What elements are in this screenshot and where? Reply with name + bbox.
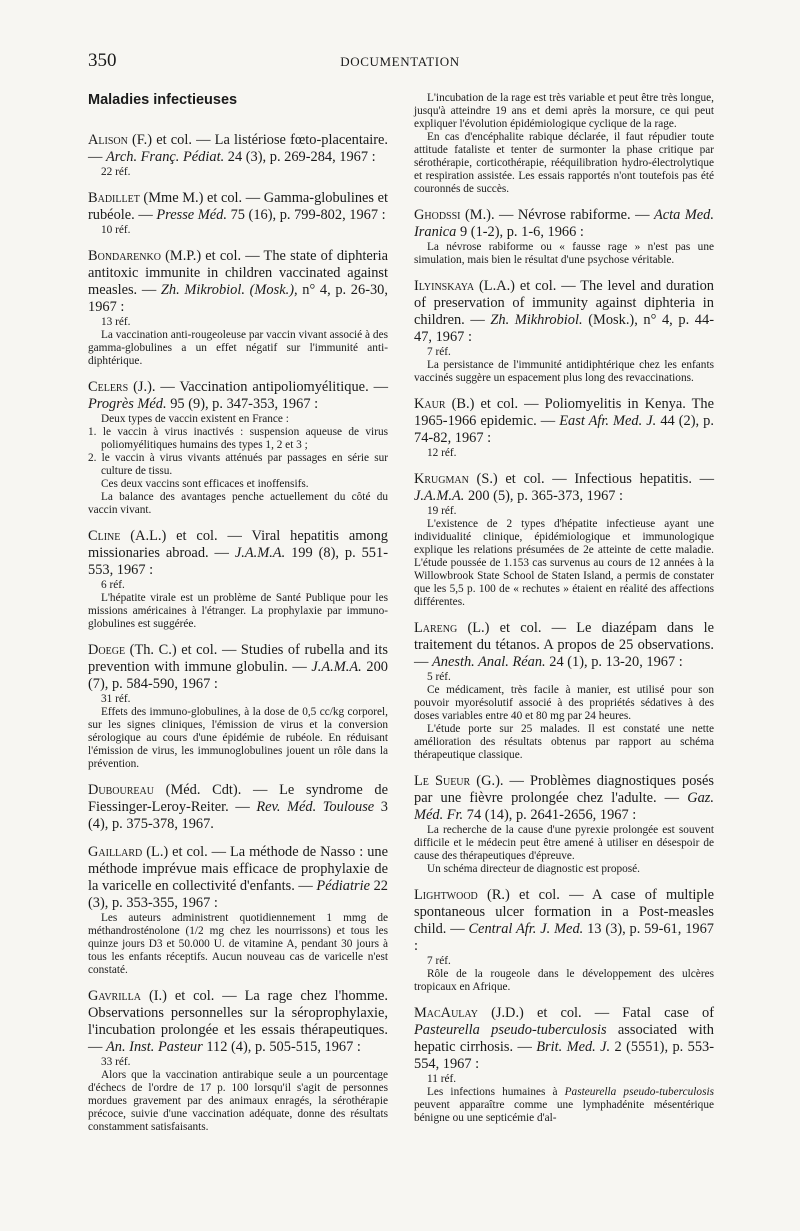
- entry-author: Le Sueur: [414, 773, 471, 789]
- entry-refs: 12 réf.: [427, 447, 457, 459]
- entry-abstract: La névrose rabiforme ou « fausse rage » n'est pas une simulation, mais bien le résultat d'une psychose véritable.: [414, 241, 714, 266]
- entry-abstract: Alors que la vaccination antirabique seule a un pourcentage d'échecs de l'ordre de 17 p. 100 lorsqu'il s'agit de personnes mordues gravement par des animaux enragés, la sérothérapie précoce, suivie d'une vaccination adéquate, donne des résultats constamment satisfaisants.: [88, 1069, 388, 1133]
- entry-abstract: Rôle de la rougeole dans le développement des ulcères tropicaux en Afrique.: [414, 968, 714, 993]
- entry-abstract: La vaccination anti-rougeoleuse par vaccin vivant associé à des gamma-globulines a un effet négatif sur l'immunité anti-diphtérique.: [88, 329, 388, 367]
- abstract-list-item: 2. le vaccin à virus vivants atténués par passages en série sur culture de tissu.: [88, 452, 388, 477]
- entry-title: (M.). — Névrose rabiforme. —: [464, 207, 654, 223]
- entry-citation: 24 (3), p. 269-284, 1967 :: [227, 149, 376, 165]
- entry-author: Kaur: [414, 396, 446, 412]
- entry-journal: Zh. Mikhrobiol.: [490, 312, 583, 328]
- running-head: DOCUMENTATION: [340, 54, 460, 69]
- entry-title-italic: Pasteurella pseudo-tuberculosis: [414, 1022, 607, 1038]
- entry-citation: 200 (7), p. 584-590, 1967 :: [88, 659, 388, 692]
- entry-abstract: L'hépatite virale est un problème de Santé Publique pour les missions américaines à l'étranger. La prophylaxie par immuno-globulines est suggérée.: [88, 592, 388, 630]
- abstract-list-item: 1. le vaccin à virus inactivés : suspension aqueuse de virus poliomyélitiques humains des types 1, 2 et 3 ;: [88, 426, 388, 451]
- entry-abstract: La balance des avantages penche actuellement du côté du vaccin vivant.: [88, 491, 388, 516]
- bibliography-entry: [88, 248, 388, 368]
- bibliography-entry: [88, 782, 388, 833]
- bibliography-entry: [88, 988, 388, 1134]
- entry-journal: J.A.M.A.: [311, 659, 362, 675]
- entry-title: (F.) et col. — La listériose fœto-placentaire. —: [88, 132, 388, 165]
- entry-author: Doege: [88, 642, 126, 658]
- entry-journal: J.A.M.A.: [414, 488, 465, 504]
- entry-author: Ghodssi: [414, 207, 461, 223]
- entry-author: Gaillard: [88, 844, 143, 860]
- entry-journal: Gaz. Méd. Fr.: [414, 790, 714, 823]
- entry-title: associated with hepatic cirrhosis. —: [414, 1022, 714, 1055]
- entry-journal: Arch. Franç. Pédiat.: [106, 149, 225, 165]
- entry-citation: 2 (5551), p. 553-554, 1967 :: [414, 1039, 714, 1072]
- entry-journal: Zh. Mikrobiol. (Mosk.),: [160, 282, 298, 298]
- page-number: 350: [88, 50, 117, 71]
- entry-author: Lightwood: [414, 887, 478, 903]
- bibliography-entry: [414, 1005, 714, 1125]
- bibliography-entry: [88, 379, 388, 517]
- entry-citation: 9 (1-2), p. 1-6, 1966 :: [459, 224, 584, 240]
- entry-author: Duboureau: [88, 782, 154, 798]
- entry-citation: 95 (9), p. 347-353, 1967 :: [170, 396, 319, 412]
- entry-author: Ilyinskaya: [414, 278, 475, 294]
- entry-abstract: Effets des immuno-globulines, à la dose de 0,5 cc/kg corporel, sur les signes cliniques, l'émission de virus et la conversion sérologique au cours d'une épidémie de rubéole. En réduisant l'émission de virus, les immunoglobulines jouent un rôle dans la prévention.: [88, 706, 388, 770]
- entry-refs: 11 réf.: [427, 1073, 457, 1085]
- entry-journal: Rev. Méd. Toulouse: [256, 799, 375, 815]
- entry-journal: Anesth. Anal. Réan.: [432, 654, 546, 670]
- entry-refs: 6 réf.: [101, 579, 125, 591]
- bibliography-entry: [414, 278, 714, 385]
- entry-journal: Acta Med. Iranica: [414, 207, 714, 240]
- entry-refs: 7 réf.: [427, 955, 451, 967]
- bibliography-entry: [88, 528, 388, 631]
- bibliography-entry: [414, 620, 714, 762]
- bibliography-entry: [88, 190, 388, 237]
- entry-author: Krugman: [414, 471, 469, 487]
- bibliography-entry: [88, 642, 388, 771]
- entry-title: (R.) et col. — A case of multiple spontaneous ulcer formation in a Post-measles child. —: [414, 887, 714, 937]
- entry-citation: 24 (1), p. 13-20, 1967 :: [549, 654, 683, 670]
- entry-title: (A.L.) et col. — Viral hepatitis among missionaries abroad. —: [88, 528, 388, 561]
- entry-abstract: En cas d'encéphalite rabique déclarée, il faut répudier toute attitude fataliste et tenter de surmonter la phase critique par sérothérapie, corticothérapie, rééquilibration hydro-électrolytique et respiration assistée. Les essais rapportés n'ont toutefois pas été couronnés de succès.: [414, 131, 714, 195]
- bibliography-entry: [414, 471, 714, 609]
- entry-title: (S.) et col. — Infectious hepatitis. —: [476, 471, 715, 487]
- entry-author: Lareng: [414, 620, 458, 636]
- entry-journal: J.A.M.A.: [234, 545, 286, 561]
- entry-title: (Méd. Cdt). — Le syndrome de Fiessinger-Leroy-Reiter. —: [88, 782, 388, 815]
- entry-abstract: Ces deux vaccins sont efficaces et inoffensifs.: [101, 478, 309, 490]
- abstract-continuation: [414, 92, 714, 196]
- entry-abstract: L'incubation de la rage est très variable et peut être très longue, jusqu'à atteindre 19 ans et demi après la morsure, ce qui peut expliquer l'évolution épidémiologique cyclique de la rage.: [414, 92, 714, 130]
- entry-citation: 200 (5), p. 365-373, 1967 :: [467, 488, 624, 504]
- entry-citation: n° 4, p. 26-30, 1967 :: [88, 282, 388, 315]
- bibliography-entry: [414, 887, 714, 994]
- entry-title: (Mme M.) et col. — Gamma-globulines et rubéole. —: [88, 190, 389, 223]
- entry-title: (L.) et col. — Le diazépam dans le traitement du tétanos. A propos de 25 observations. —: [414, 620, 714, 670]
- entry-author: Bondarenko: [88, 248, 161, 264]
- entry-journal: Pédiatrie: [316, 878, 370, 894]
- entry-journal: Brit. Med. J.: [536, 1039, 611, 1055]
- entry-citation: 74 (14), p. 2641-2656, 1967 :: [466, 807, 637, 823]
- entry-refs: 19 réf.: [427, 505, 457, 517]
- entry-citation: 22 (3), p. 353-355, 1967 :: [88, 878, 388, 911]
- entry-refs: 10 réf.: [101, 224, 131, 236]
- entry-author: Cline: [88, 528, 121, 544]
- entry-author: Alison: [88, 132, 128, 148]
- bibliography-entry: [88, 132, 388, 179]
- right-column: [414, 92, 714, 1136]
- entry-journal: Presse Méd.: [156, 207, 227, 223]
- entry-title: (L.) et col. — La méthode de Nasso : une méthode imprévue mais efficace de prophylaxie de la varicelle en collectivité d'enfants. —: [88, 844, 388, 894]
- entry-author: Badillet: [88, 190, 140, 206]
- entry-citation: 199 (8), p. 551-553, 1967 :: [88, 545, 388, 578]
- entry-abstract: Ce médicament, très facile à manier, est utilisé pour son pouvoir myorésolutif associé à des propriétés sédatives à des doses variables entre 40 et 80 mg par 24 heures.: [414, 684, 714, 722]
- entry-abstract: Deux types de vaccin existent en France :: [101, 413, 289, 425]
- entry-refs: 33 réf.: [101, 1056, 131, 1068]
- entry-author: MacAulay: [414, 1005, 478, 1021]
- entry-journal: Central Afr. J. Med.: [468, 921, 584, 937]
- entry-author: Celers: [88, 379, 129, 395]
- entry-journal: An. Inst. Pasteur: [106, 1039, 203, 1055]
- entry-title: (G.). — Problèmes diagnostiques posés par une fièvre prolongée chez l'adulte. —: [414, 773, 714, 806]
- entry-refs: 13 réf.: [101, 316, 131, 328]
- entry-abstract: La recherche de la cause d'une pyrexie prolongée est souvent difficile et le médecin peut être amené à utiliser en désespoir de cause des thérapeutiques d'épreuve.: [414, 824, 714, 862]
- bibliography-entry: [414, 207, 714, 267]
- section-heading: Maladies infectieuses: [88, 92, 238, 108]
- entry-citation: 13 (3), p. 59-61, 1967 :: [414, 921, 714, 954]
- entry-refs: 22 réf.: [101, 166, 131, 178]
- entry-title: (B.) et col. — Poliomyelitis in Kenya. The 1965-1966 epidemic. —: [414, 396, 715, 429]
- entry-citation: 44 (2), p. 74-82, 1967 :: [414, 413, 714, 446]
- entry-author: Gavrilla: [88, 988, 141, 1004]
- entry-title: (I.) et col. — La rage chez l'homme. Observations personnelles sur la séroprophylaxie, l'incubation prolongée et les essais thérapeutiques. —: [88, 988, 388, 1055]
- entry-citation: 3 (4), p. 375-378, 1967.: [88, 799, 388, 832]
- entry-citation: 75 (16), p. 799-802, 1967 :: [230, 207, 386, 223]
- entry-abstract: L'existence de 2 types d'hépatite infectieuse ayant une individualité clinique, épidémiologique et immunologique explique les relations présumées de 2e atteinte de cette maladie. L'étude poussée de 1.153 cas survenus au cours de 12 années à la Willowbrook State School de Staten Island, a permis de constater que les 5,5 p. 100 de « rechutes » étaient en réalité des affections différentes.: [414, 518, 714, 608]
- entry-journal: East Afr. Med. J.: [559, 413, 657, 429]
- entry-refs: 7 réf.: [427, 346, 451, 358]
- bibliography-entry: [414, 773, 714, 876]
- entry-abstract: Les infections humaines à Pasteurella pseudo-tuberculosis peuvent apparaître comme une lymphadénite mésentérique bénigne ou une septicémie d'al-: [414, 1086, 714, 1124]
- bibliography-entry: [88, 844, 388, 977]
- abstract-list: [88, 426, 388, 478]
- entry-refs: 5 réf.: [427, 671, 451, 683]
- bibliography-entry: [414, 396, 714, 460]
- entry-abstract: Un schéma directeur de diagnostic est proposé.: [427, 863, 641, 875]
- entry-title: (J.D.) et col. — Fatal case of: [491, 1005, 714, 1021]
- entry-journal: Progrès Méd.: [88, 396, 167, 412]
- entry-title: (Th. C.) et col. — Studies of rubella and its prevention with immune globulin. —: [88, 642, 388, 675]
- entry-title: (J.). — Vaccination antipoliomyélitique. —: [133, 379, 388, 395]
- entry-refs: 31 réf.: [101, 693, 131, 705]
- entry-title: (M.P.) et col. — The state of diphteria antitoxic immunite in children vaccinated against measles. —: [88, 248, 388, 298]
- entry-abstract: La persistance de l'immunité antidiphtérique chez les enfants vaccinés suggère un espacement plus long des revaccinations.: [414, 359, 714, 384]
- entry-citation: (Mosk.), n° 4, p. 44-47, 1967 :: [414, 312, 714, 345]
- entry-citation: 112 (4), p. 505-515, 1967 :: [206, 1039, 361, 1055]
- left-column: [88, 92, 388, 1145]
- entry-abstract: L'étude porte sur 25 malades. Il est constaté une nette amélioration des résultats obtenus par rapport au schéma thérapeutique classique.: [414, 723, 714, 761]
- entry-title: (L.A.) et col. — The level and duration of preservation of immunity against diphteria in children. —: [414, 278, 714, 328]
- entry-abstract: Les auteurs administrent quotidiennement 1 mmg de méthandrosténolone (1/2 mg chez les nourrissons) et tous les quinze jours D3 et 50.000 U. de vitamine A, pendant 30 jours à tous les enfants réceptifs. Aucun nouveau cas de varicelle n'est constaté.: [88, 912, 388, 976]
